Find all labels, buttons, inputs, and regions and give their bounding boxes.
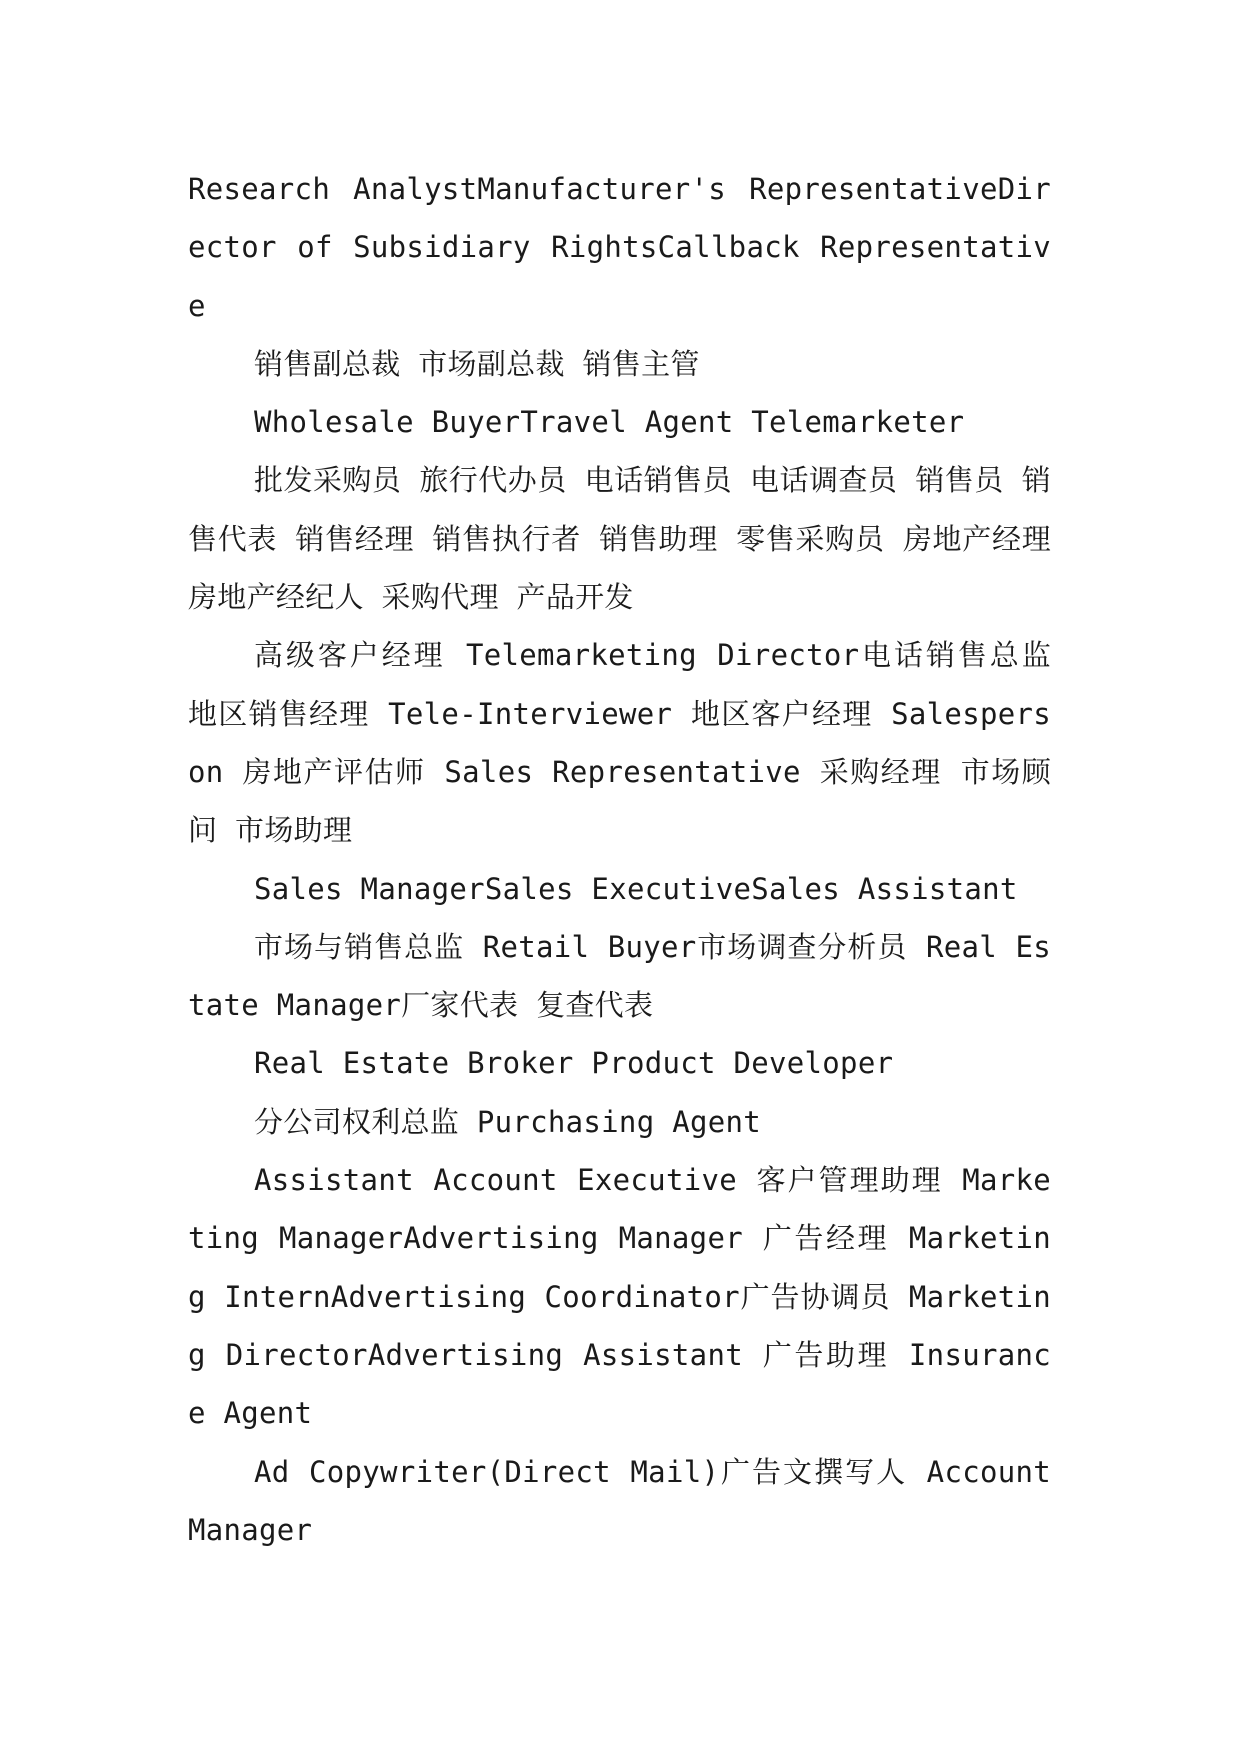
paragraph-4: 批发采购员 旅行代办员 电话销售员 电话调查员 销售员 销售代表 销售经理 销售执行者 销售助理 零售采购员 房地产经理 房地产经纪人 采购代理 产品开发 bbox=[188, 463, 1051, 615]
document-page bbox=[188, 160, 1051, 1559]
paragraph-7: 市场与销售总监 Retail Buyer市场调查分析员 Real Estate Manager厂家代表 复查代表 bbox=[188, 929, 1051, 1023]
paragraph-10: Assistant Account Executive 客户管理助理 Marketing ManagerAdvertising Manager 广告经理 Marketing InternAdvertising Coordinator广告协调员 Marketing DirectorAdvertising Assistant 广告助理 Insurance Agent bbox=[188, 1163, 1051, 1431]
paragraph-2: 销售副总裁 市场副总裁 销售主管 bbox=[254, 346, 700, 381]
paragraph-9: 分公司权利总监 Purchasing Agent bbox=[254, 1104, 762, 1139]
paragraph-6: Sales ManagerSales ExecutiveSales Assistant bbox=[254, 871, 1018, 906]
paragraph-3: Wholesale BuyerTravel Agent Telemarketer bbox=[254, 405, 965, 440]
paragraph-5: 高级客户经理 Telemarketing Director电话销售总监 地区销售经理 Tele-Interviewer 地区客户经理 Salesperson 房地产评估师 Sales Representative 采购经理 市场顾问 市场助理 bbox=[188, 638, 1051, 848]
paragraph-11: Ad Copywriter(Direct Mail)广告文撰写人 Account Manager bbox=[188, 1454, 1051, 1547]
paragraph-1: Research AnalystManufacturer's RepresentativeDirector of Subsidiary RightsCallback Representative bbox=[188, 172, 1051, 323]
paragraph-8: Real Estate Broker Product Developer bbox=[254, 1046, 894, 1081]
